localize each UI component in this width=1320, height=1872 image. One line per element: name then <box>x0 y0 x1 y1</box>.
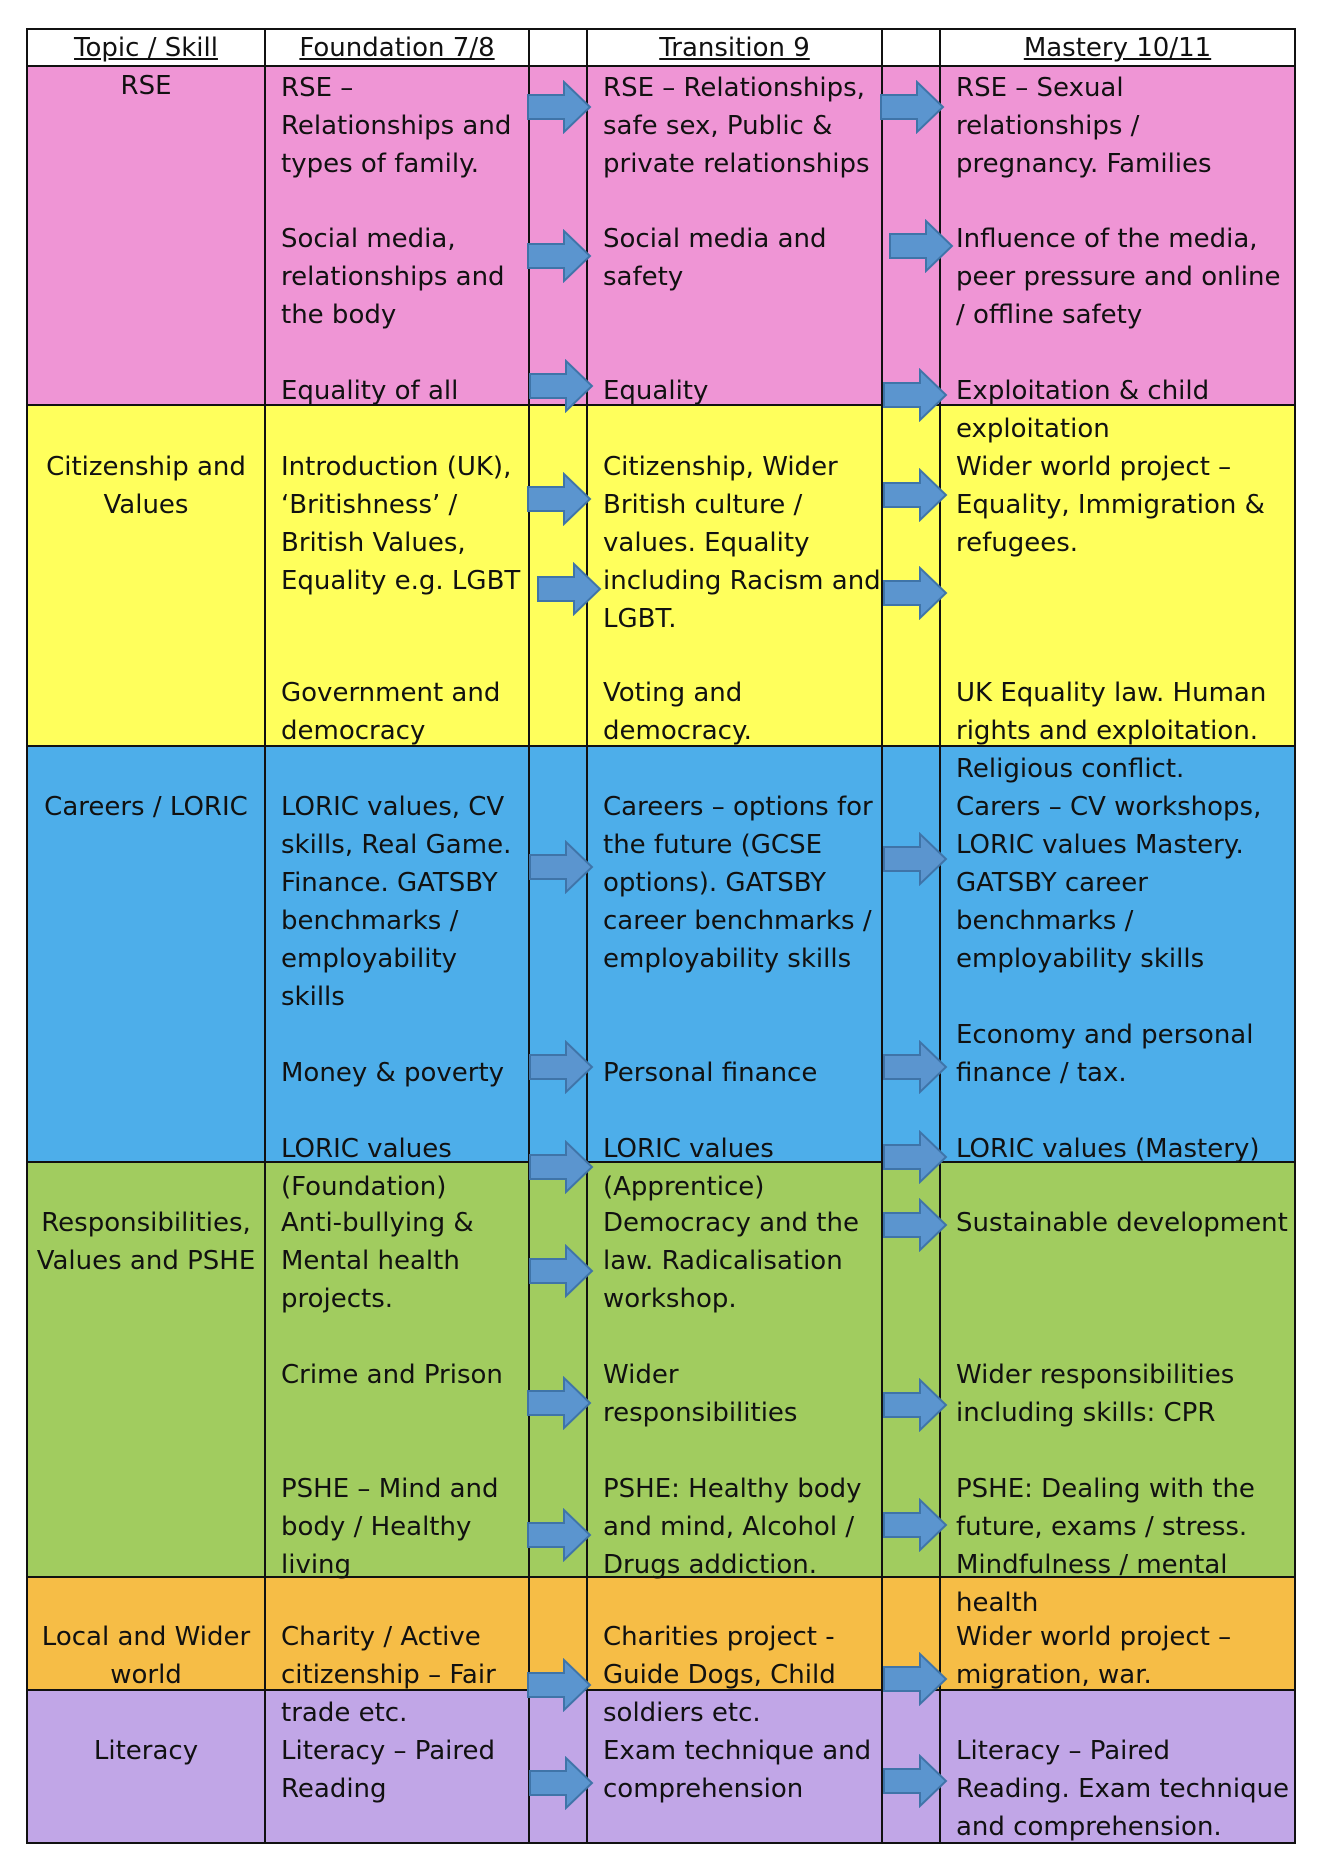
arrow-right-icon <box>528 1244 594 1298</box>
foundation-rse-1: RSE – Relationships and types of family. <box>281 73 512 179</box>
topic-literacy: Literacy <box>93 1736 199 1766</box>
transition-literacy-1: Exam technique and comprehension <box>603 1736 872 1804</box>
grid-line <box>939 28 941 1844</box>
foundation-careers-2: Money & poverty <box>281 1058 505 1088</box>
grid-line <box>881 28 883 1844</box>
mastery-citizenship-1: Wider world project – Equality, Immigration & refugees. <box>956 452 1265 558</box>
mastery-responsibilities-1: Sustainable development <box>956 1208 1288 1238</box>
arrow-right-icon <box>528 840 594 894</box>
header-foundation: Foundation 7/8 <box>299 33 495 63</box>
transition-local-1: Charities project - Guide Dogs, Child soldiers etc. <box>603 1622 836 1728</box>
mastery-literacy-1: Literacy – Paired Reading. Exam technique and comprehension. <box>956 1736 1290 1842</box>
arrow-right-icon <box>528 359 594 413</box>
transition-rse-1: RSE – Relationships, safe sex, Public & private relationships <box>603 73 870 179</box>
grid-line <box>586 28 588 1844</box>
transition-citizenship-1: Citizenship, Wider British culture / values. Equality including Racism and LGBT. <box>603 452 881 634</box>
transition-responsibilities-2: Wider responsibilities <box>603 1360 798 1428</box>
arrow-right-icon <box>882 1652 948 1706</box>
arrow-right-icon <box>536 562 602 616</box>
transition-careers-2: Personal finance <box>603 1058 818 1088</box>
transition-careers-1: Careers – options for the future (GCSE options). GATSBY career benchmarks / employability skills <box>603 792 873 974</box>
mastery-responsibilities-2: Wider responsibilities including skills: CPR <box>956 1360 1235 1428</box>
mastery-careers-3: LORIC values (Mastery) <box>956 1134 1260 1164</box>
arrow-right-icon <box>526 229 592 283</box>
foundation-careers-1: LORIC values, CV skills, Real Game. Finance. GATSBY benchmarks / employability skills <box>281 792 512 1012</box>
transition-responsibilities-1: Democracy and the law. Radicalisation workshop. <box>603 1208 859 1314</box>
arrow-right-icon <box>879 80 945 134</box>
foundation-citizenship-1: Introduction (UK), ‘Britishness’ / British Values, Equality e.g. LGBT <box>281 452 521 596</box>
mastery-rse-3: Exploitation & child exploitation <box>956 376 1210 444</box>
foundation-citizenship-2: Government and democracy <box>281 678 501 746</box>
transition-rse-2: Social media and safety <box>603 224 827 292</box>
arrow-right-icon <box>882 1130 948 1184</box>
foundation-rse-2: Social media, relationships and the body <box>281 224 505 330</box>
arrow-right-icon <box>882 468 948 522</box>
foundation-responsibilities-1: Anti-bullying & Mental health projects. <box>281 1208 474 1314</box>
foundation-rse-3: Equality of all <box>281 376 459 406</box>
header-mastery: Mastery 10/11 <box>1023 33 1212 63</box>
foundation-careers-3: LORIC values (Foundation) <box>281 1134 452 1202</box>
foundation-responsibilities-3: PSHE – Mind and body / Healthy living <box>281 1474 499 1580</box>
transition-careers-3: LORIC values (Apprentice) <box>603 1134 774 1202</box>
arrow-right-icon <box>882 1040 948 1094</box>
curriculum-table <box>26 28 1296 1844</box>
header-topic: Topic / Skill <box>74 33 218 63</box>
mastery-rse-1: RSE – Sexual relationships / pregnancy. Families <box>956 73 1212 179</box>
mastery-citizenship-2: UK Equality law. Human rights and exploitation. Religious conflict. <box>956 678 1267 784</box>
transition-rse-3: Equality <box>603 376 709 406</box>
mastery-local-1: Wider world project – migration, war. <box>956 1622 1232 1690</box>
arrow-right-icon <box>882 832 948 886</box>
arrow-right-icon <box>882 1198 948 1252</box>
arrow-right-icon <box>528 1040 594 1094</box>
arrow-right-icon <box>528 1140 594 1194</box>
arrow-right-icon <box>888 219 954 273</box>
mastery-careers-1: Carers – CV workshops, LORIC values Mastery. GATSBY career benchmarks / employability skills <box>956 792 1262 974</box>
arrow-right-icon <box>526 1658 592 1712</box>
grid-line <box>1294 28 1296 1844</box>
grid-line <box>264 28 266 1844</box>
topic-responsibilities: Responsibilities, Values and PSHE <box>36 1208 256 1276</box>
foundation-local-1: Charity / Active citizenship – Fair trade etc. <box>281 1622 496 1728</box>
topic-citizenship: Citizenship and Values <box>46 452 246 520</box>
mastery-rse-2: Influence of the media, peer pressure and online / offline safety <box>956 224 1281 330</box>
mastery-careers-2: Economy and personal finance / tax. <box>956 1020 1254 1088</box>
arrow-right-icon <box>882 566 948 620</box>
mastery-responsibilities-3: PSHE: Dealing with the future, exams / stress. Mindfulness / mental health <box>956 1474 1255 1618</box>
arrow-right-icon <box>882 1754 948 1808</box>
arrow-right-icon <box>882 368 948 422</box>
grid-line <box>26 28 28 1844</box>
arrow-right-icon <box>526 1508 592 1562</box>
topic-rse: RSE <box>120 71 172 101</box>
foundation-responsibilities-2: Crime and Prison <box>281 1360 503 1390</box>
header-transition: Transition 9 <box>659 33 810 63</box>
grid-line <box>528 28 530 1844</box>
topic-careers: Careers / LORIC <box>44 792 248 822</box>
arrow-right-icon <box>882 1498 948 1552</box>
arrow-right-icon <box>526 472 592 526</box>
arrow-right-icon <box>528 1756 594 1810</box>
transition-citizenship-2: Voting and democracy. <box>603 678 752 746</box>
arrow-right-icon <box>526 1376 592 1430</box>
transition-responsibilities-3: PSHE: Healthy body and mind, Alcohol / Drugs addiction. <box>603 1474 862 1580</box>
arrow-right-icon <box>882 1378 948 1432</box>
arrow-right-icon <box>526 80 592 134</box>
topic-local: Local and Wider world <box>41 1622 251 1690</box>
foundation-literacy-1: Literacy – Paired Reading <box>281 1736 496 1804</box>
